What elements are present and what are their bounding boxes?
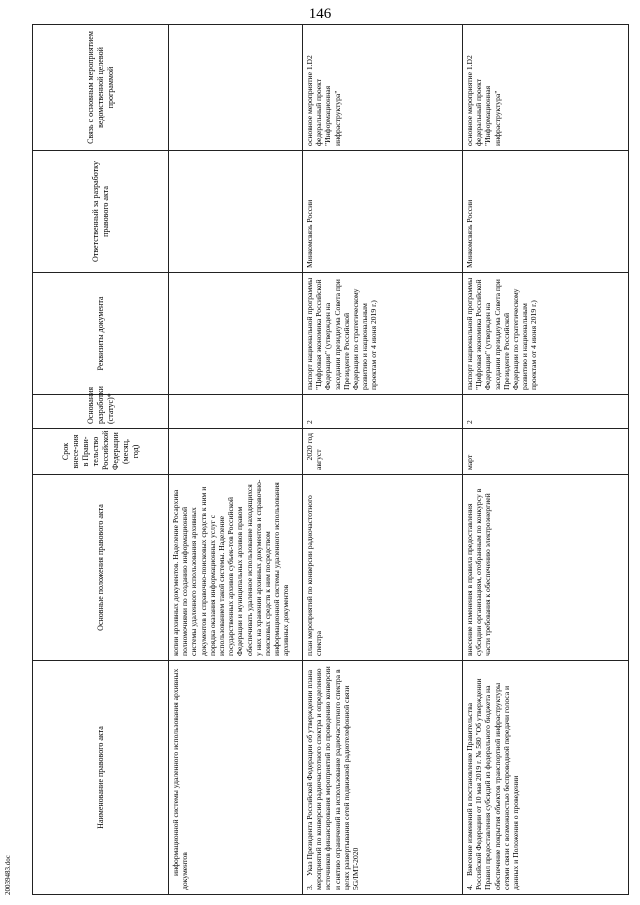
cell-responsible — [169, 151, 303, 273]
cell-deadline — [303, 429, 463, 475]
page-number: 146 — [308, 6, 332, 22]
table-row — [169, 25, 303, 895]
cell-link — [169, 25, 303, 151]
table-header-row — [33, 25, 169, 895]
cell-provisions: внесение изменения в правила предоставления субсидии организациям, отобранным по конкурсу в части требования к обеспечению электроэнергией — [463, 475, 629, 661]
cell-link: основное мероприятие 1.D2 федеральный проект "Информационная инфраструктура" — [463, 25, 629, 151]
header-basis: Основания разработки (статус)* — [33, 395, 169, 429]
header-deadline: Срок внесе-ния в Прави-тельство Российской Федерации (месяц, год) — [33, 429, 169, 475]
table-row — [303, 25, 463, 895]
footer-doc-name: 20039483.doc — [4, 855, 12, 895]
cell-deadline — [463, 429, 629, 475]
cell-responsible: Минкомсвязь России — [303, 151, 463, 273]
cell-name — [169, 661, 303, 895]
cell-basis: 2 — [463, 395, 629, 429]
year-label: 2020 год — [305, 433, 314, 461]
rotated-table-container — [32, 25, 628, 895]
cell-basis: 2 — [303, 395, 463, 429]
cell-requisites: паспорт национальной программы "Цифровая экономика Российской Федерации" (утвержден на заседании президиума Совета при Президенте Российской Федерации по стратегическому развитию и национальным проектам от 4 июня 2019 г.) — [463, 273, 629, 395]
cell-deadline — [169, 429, 303, 475]
act-name: Внесение изменений в постановление Правительства Российской Федерации от 10 мая 2019 г. № 580 "Об утверждении Правил предоставления субсидий из федерального бюджета на обеспечение покрытия объектов транспортной инфраструктуры сетями связи с возможностью беспроводной передачи голоса и данных и Положения о проведении — [465, 676, 521, 890]
cell-name — [463, 661, 629, 895]
act-name: информационной системы удаленного использования архивных документов — [171, 666, 190, 890]
header-name: Наименование правового акта — [33, 661, 169, 895]
cell-requisites — [169, 273, 303, 395]
legal-acts-table — [32, 24, 629, 895]
cell-basis — [169, 395, 303, 429]
cell-provisions: план мероприятий по конверсии радиочастотного спектра — [303, 475, 463, 661]
cell-provisions: копии архивных документов. Наделение Росархива полномочиями по созданию информационной системы удаленного использования архивных документов и справочно-поисковых средств к ним и порядка оказания информационных услуг с использованием такой системы. Наделение государственных архивов субъек-тов Российской Федерации и муниципальных архивов правом обеспечивать удаленное использование находящихся у них на хранении архивных документов и справочно-поисковых средств к ним посредством информационной системы удаленного использования архивных документов — [169, 475, 303, 661]
table-row — [463, 25, 629, 895]
row-number: 3. — [305, 884, 314, 890]
deadline-value: август — [314, 449, 324, 470]
act-name: Указ Президента Российской Федерации об утверждении плана мероприятий по конверсии радиочастотного спектра и определению источников финансирования мероприятий по проведению конверсии и снятию ограничений на использование радиочастотного спектра в целях развертывания сетей подвижной радиотелефонной связи 5G/IMT-2020 — [305, 664, 361, 890]
cell-requisites: паспорт национальной программы "Цифровая экономика Российской Федерации" (утвержден на заседании президиума Совета при Президенте Российской Федерации по стратегическому развитию и национальным проектам от 4 июня 2019 г.) — [303, 273, 463, 395]
cell-responsible: Минкомсвязь России — [463, 151, 629, 273]
header-provisions: Основные положения правового акта — [33, 475, 169, 661]
row-number: 4. — [465, 884, 474, 890]
cell-link: основное мероприятие 1.D2 федеральный проект "Информационная инфраструктура" — [303, 25, 463, 151]
cell-name — [303, 661, 463, 895]
header-responsible: Ответственный за разработку правового акта — [33, 151, 169, 273]
header-requisites: Реквизиты документа — [33, 273, 169, 395]
header-link: Связь с основным мероприятием ведомственной целевой программой — [33, 25, 169, 151]
deadline-value: март — [465, 454, 474, 470]
